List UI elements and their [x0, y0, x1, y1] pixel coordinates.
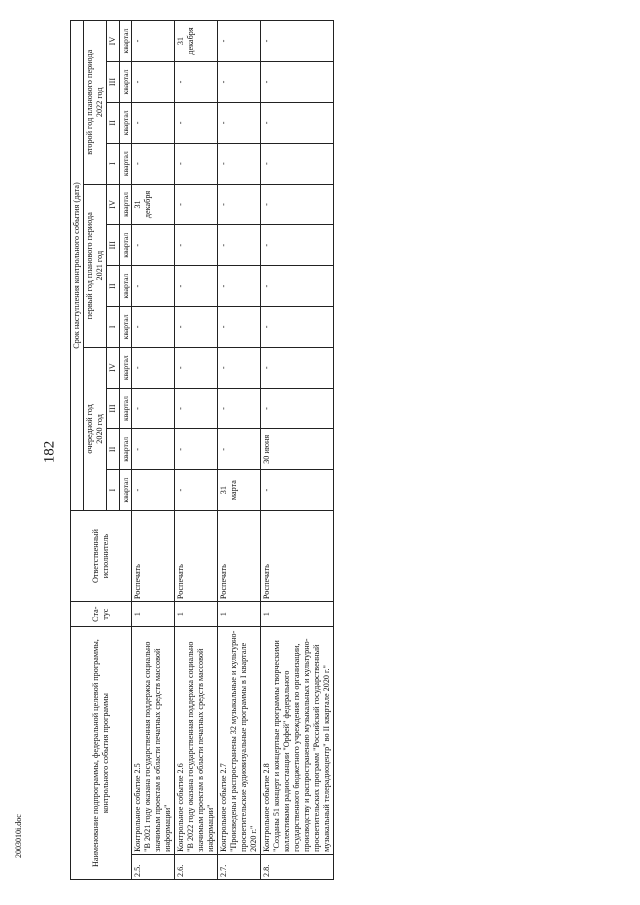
quarter-number: IV: [107, 184, 120, 225]
quarter-number: I: [107, 143, 120, 184]
deadline-cell: -: [132, 225, 175, 266]
deadline-cell: -: [132, 347, 175, 388]
table-row: [132, 21, 175, 880]
deadline-cell: -: [132, 62, 175, 103]
deadline-cell: -: [175, 470, 218, 511]
deadline-cell: -: [218, 347, 261, 388]
deadline-cell: -: [175, 102, 218, 143]
deadline-cell: -: [132, 429, 175, 470]
event-status: 1: [218, 602, 261, 627]
responsible-executor: Роспечать: [261, 511, 334, 602]
table-body: [132, 21, 334, 880]
deadline-cell: -: [132, 470, 175, 511]
deadline-cell: -: [175, 347, 218, 388]
deadline-cell: 31 декабря: [175, 21, 218, 62]
quarter-number: III: [107, 225, 120, 266]
quarter-label: квартал: [120, 429, 132, 470]
deadline-cell: -: [218, 102, 261, 143]
deadline-cell: -: [132, 266, 175, 307]
quarter-number: III: [107, 62, 120, 103]
quarter-label: квартал: [120, 143, 132, 184]
header-status: Ста- тус: [71, 602, 132, 627]
quarter-label: квартал: [120, 62, 132, 103]
page-number: 182: [41, 440, 58, 464]
deadline-cell: -: [261, 470, 334, 511]
quarter-label: квартал: [120, 347, 132, 388]
deadline-cell: -: [175, 429, 218, 470]
row-number: 2.7.: [218, 854, 261, 879]
row-number: 2.8.: [261, 854, 334, 879]
deadline-cell: -: [175, 306, 218, 347]
deadline-cell: -: [261, 347, 334, 388]
quarter-label: квартал: [120, 102, 132, 143]
quarter-number: IV: [107, 347, 120, 388]
event-name: Контрольное событие 2.6 "В 2022 году оказана государственная поддержка социально значимым проектам в области печатных средств массовой информации": [175, 627, 218, 855]
event-status: 1: [132, 602, 175, 627]
deadline-cell: -: [218, 429, 261, 470]
deadline-cell: -: [132, 102, 175, 143]
deadline-cell: -: [261, 388, 334, 429]
responsible-executor: Роспечать: [132, 511, 175, 602]
quarter-number: III: [107, 388, 120, 429]
quarter-label: квартал: [120, 470, 132, 511]
deadline-cell: -: [261, 143, 334, 184]
deadline-cell: -: [132, 143, 175, 184]
deadline-cell: -: [218, 306, 261, 347]
quarter-label: квартал: [120, 184, 132, 225]
event-name: Контрольное событие 2.8 "Созданы 51 концерт и концертные программы творческими коллективами радиостанции "Орфей" федерального государственного бюджетного учреждения по организации, производству и распространению музыкальных и культурно-просветительских программ "Российский государственный музыкальный телерадиоцентр" во II квартале 2020 г.": [261, 627, 334, 855]
event-name: Контрольное событие 2.5 "В 2021 году оказана государственная поддержка социально значимым проектам в области печатных средств массовой информации": [132, 627, 175, 855]
table-row: [175, 21, 218, 880]
deadline-cell: 30 июня: [261, 429, 334, 470]
quarter-label: квартал: [120, 388, 132, 429]
header-period-2022: второй год планового периода 2022 год: [84, 21, 107, 185]
deadline-cell: -: [218, 184, 261, 225]
deadline-cell: -: [132, 306, 175, 347]
deadline-cell: -: [261, 184, 334, 225]
deadline-cell: -: [218, 143, 261, 184]
deadline-cell: -: [261, 225, 334, 266]
row-number: 2.6.: [175, 854, 218, 879]
header-deadline: Срок наступления контрольного события (дата): [71, 21, 84, 511]
responsible-executor: Роспечать: [175, 511, 218, 602]
deadline-cell: -: [132, 388, 175, 429]
quarter-label: квартал: [120, 306, 132, 347]
deadline-cell: -: [175, 388, 218, 429]
quarter-number: II: [107, 266, 120, 307]
deadline-cell: -: [132, 21, 175, 62]
deadline-cell: -: [261, 62, 334, 103]
deadline-cell: 31 марта: [218, 470, 261, 511]
quarter-label: квартал: [120, 266, 132, 307]
deadline-cell: -: [261, 266, 334, 307]
deadline-cell: -: [218, 225, 261, 266]
deadline-cell: -: [175, 184, 218, 225]
header-period-2021: первый год планового периода 2021 год: [84, 184, 107, 347]
deadline-cell: -: [218, 388, 261, 429]
quarter-label: квартал: [120, 225, 132, 266]
header-name: Наименование подпрограммы, федеральной целевой программы, контрольного события программы: [71, 627, 132, 880]
deadline-cell: -: [175, 225, 218, 266]
table-row: [261, 21, 334, 880]
event-name: Контрольное событие 2.7 "Произведены и распространены 32 музыкальные и культурно-просветительские аудиовизуальные программы в I квартале 2020 г.": [218, 627, 261, 855]
responsible-executor: Роспечать: [218, 511, 261, 602]
deadline-cell: -: [218, 266, 261, 307]
table-row: [218, 21, 261, 880]
deadline-cell: -: [261, 306, 334, 347]
quarter-number: IV: [107, 21, 120, 62]
deadline-cell: -: [261, 102, 334, 143]
header-period-2020: очередной год 2020 год: [84, 347, 107, 510]
quarter-number: II: [107, 102, 120, 143]
deadline-cell: -: [218, 21, 261, 62]
document-filename: 2003010i.doc: [14, 814, 23, 858]
event-status: 1: [175, 602, 218, 627]
quarter-number: I: [107, 470, 120, 511]
deadline-cell: 31 декабря: [132, 184, 175, 225]
deadline-cell: -: [175, 62, 218, 103]
deadline-cell: -: [218, 62, 261, 103]
rotated-table-container: [70, 20, 600, 880]
quarter-label: квартал: [120, 21, 132, 62]
control-events-table: [70, 20, 334, 880]
deadline-cell: -: [175, 266, 218, 307]
header-responsible: Ответственный исполнитель: [71, 511, 132, 602]
deadline-cell: -: [175, 143, 218, 184]
quarter-number: II: [107, 429, 120, 470]
deadline-cell: -: [261, 21, 334, 62]
row-number: 2.5.: [132, 854, 175, 879]
event-status: 1: [261, 602, 334, 627]
quarter-number: I: [107, 306, 120, 347]
